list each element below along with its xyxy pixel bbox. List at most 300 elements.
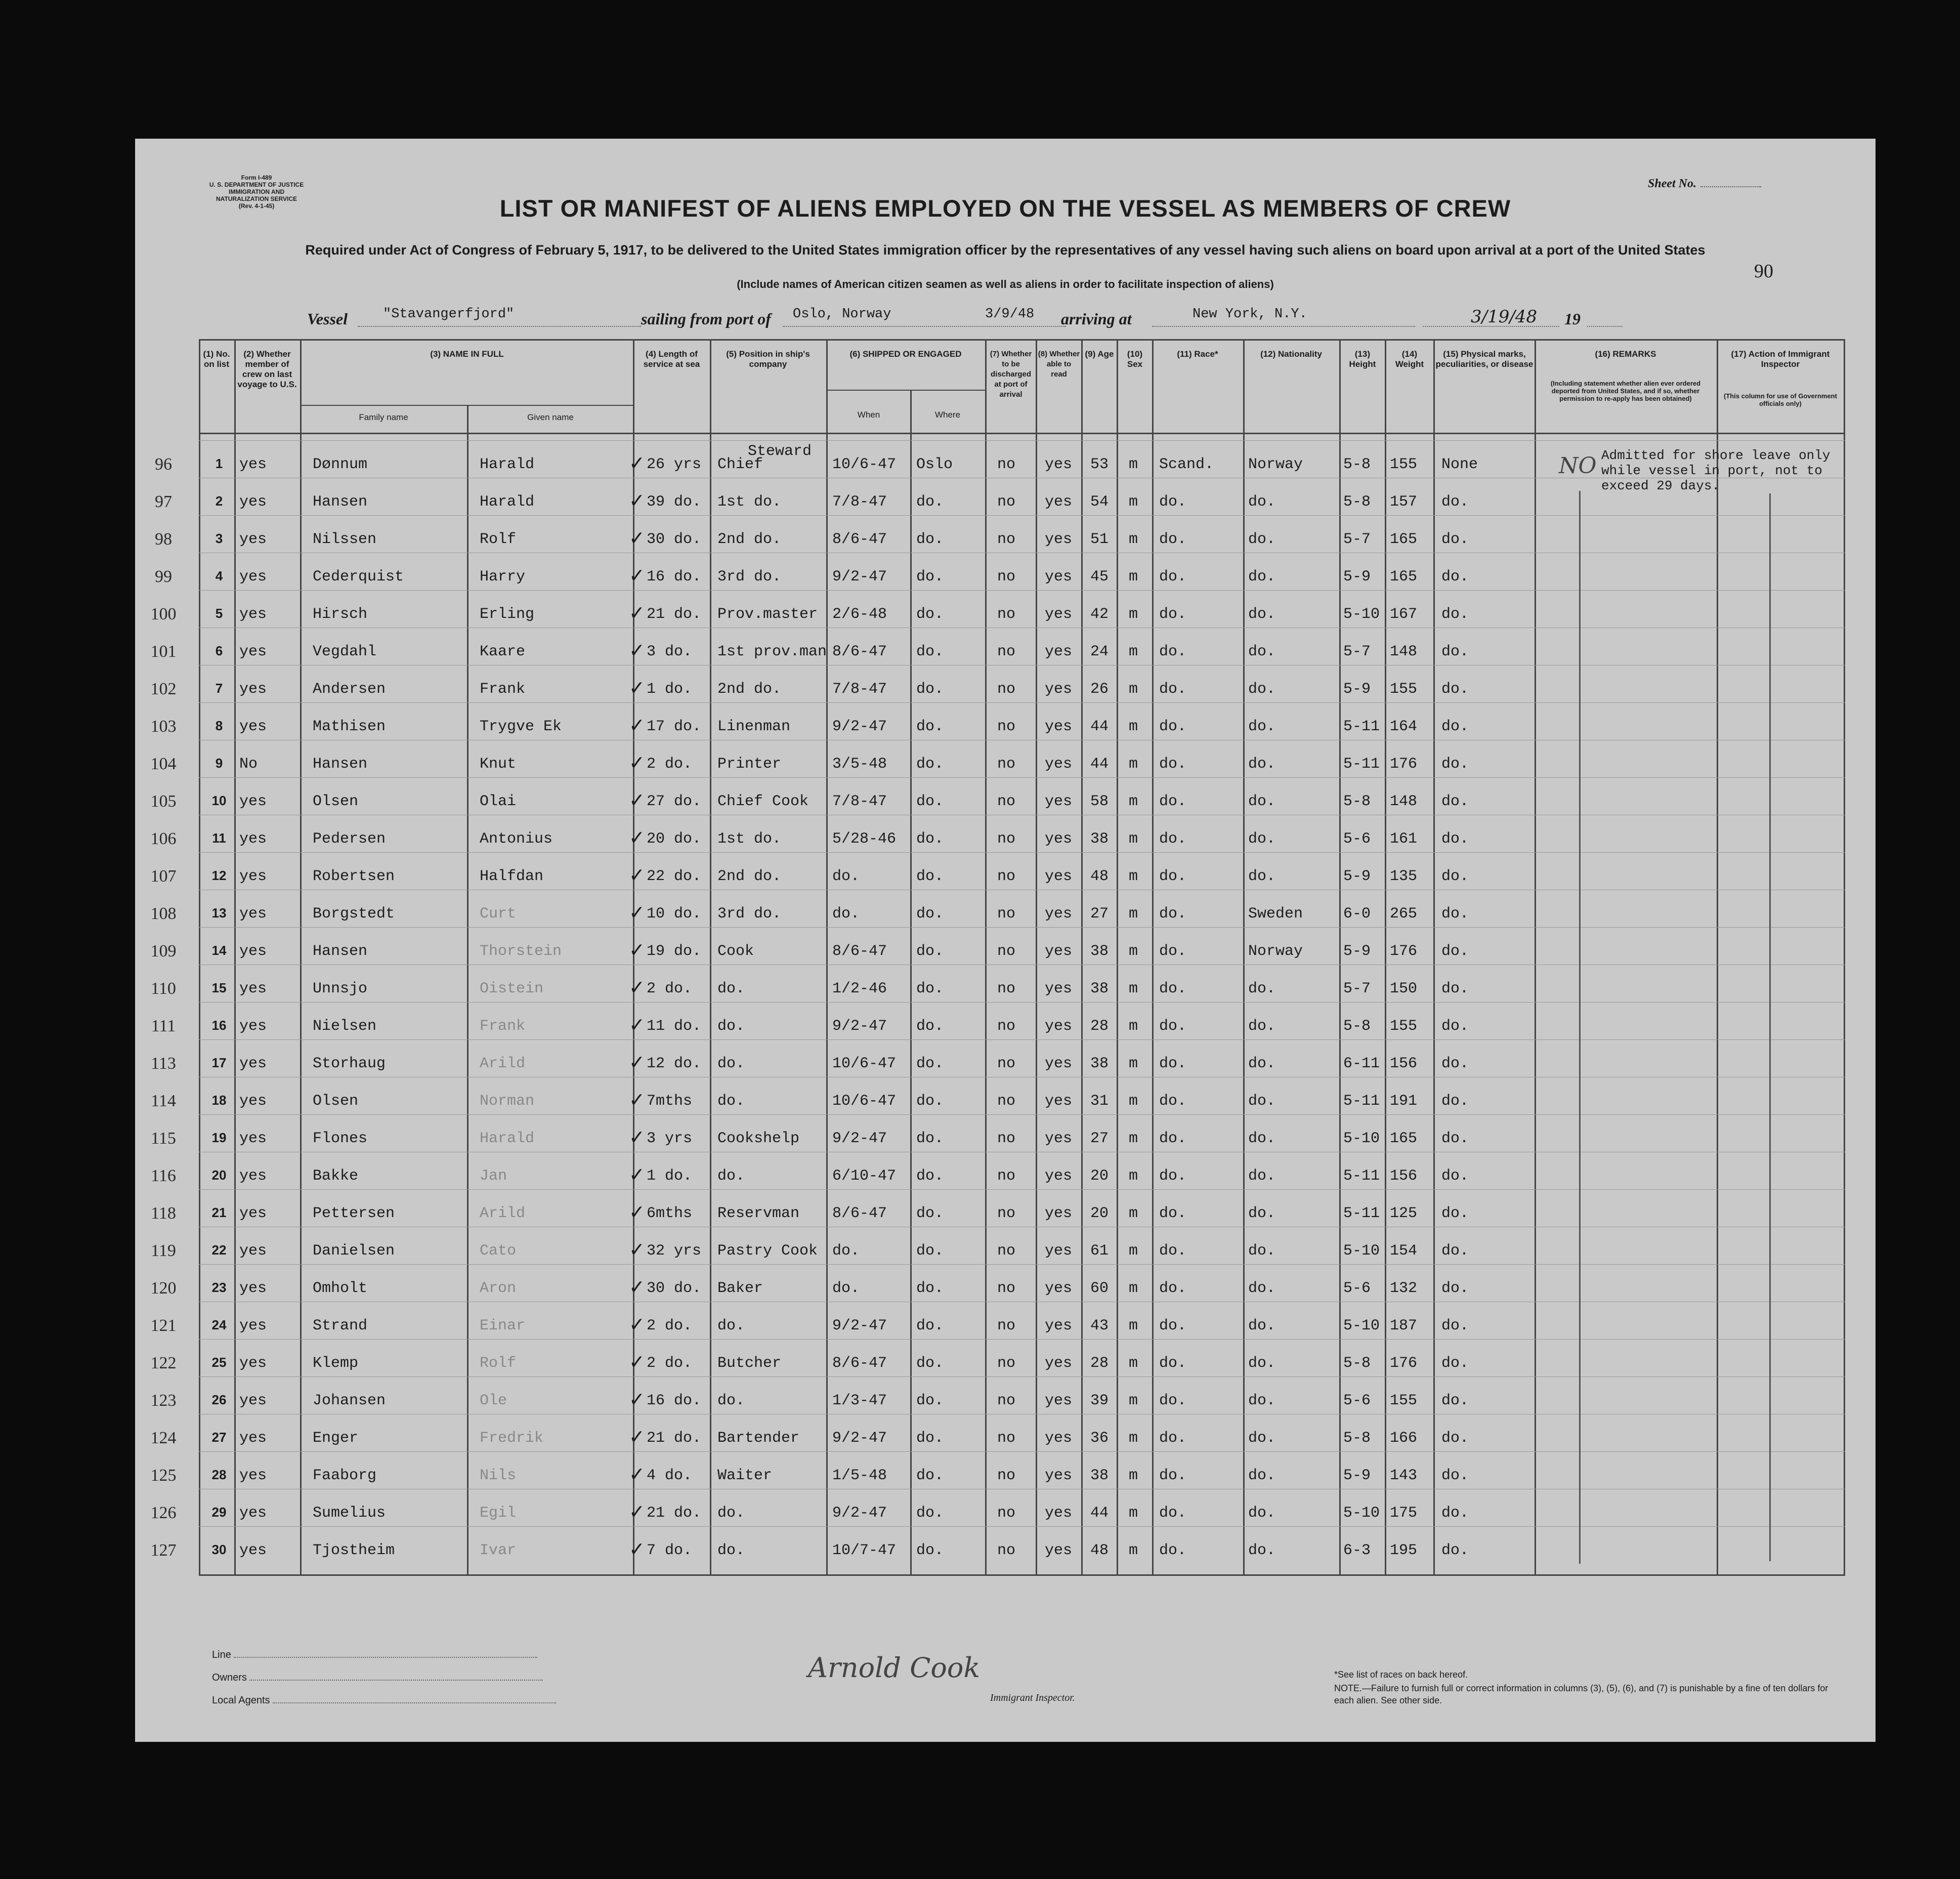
discharged-cell: no: [997, 718, 1016, 735]
given-name-cell: Kaare: [480, 643, 526, 660]
prev-voyage-cell: yes: [239, 905, 267, 923]
weight-cell: 156: [1390, 1167, 1418, 1185]
shipped-when-cell: 9/2-47: [832, 1018, 887, 1035]
table-row: [150, 1489, 1845, 1526]
service-length-cell: 2 do.: [647, 756, 693, 773]
sailing-label: sailing from port of: [641, 310, 771, 328]
position-cell: Chief Cook: [717, 793, 809, 810]
prev-voyage-cell: yes: [239, 681, 267, 698]
age-cell: 27: [1090, 905, 1109, 923]
row-number: 13: [211, 905, 227, 921]
sex-cell: m: [1129, 830, 1138, 848]
height-cell: 5-11: [1343, 1205, 1380, 1222]
row-number: 2: [215, 493, 223, 509]
table-row: [150, 1376, 1845, 1414]
shipped-where-cell: do.: [916, 1392, 944, 1409]
able-to-read-cell: yes: [1045, 718, 1073, 735]
discharged-cell: no: [997, 943, 1016, 960]
row-number: 25: [211, 1355, 227, 1370]
row-number: 29: [211, 1505, 227, 1520]
shipped-when-cell: 8/6-47: [832, 943, 887, 960]
shipped-where-cell: do.: [916, 493, 944, 511]
given-name-cell: Harry: [480, 568, 526, 586]
given-name-cell: Jan: [480, 1167, 507, 1185]
race-cell: do.: [1159, 793, 1187, 810]
shipped-where-cell: do.: [916, 1542, 944, 1559]
weight-cell: 195: [1390, 1542, 1418, 1559]
weight-cell: 167: [1390, 606, 1418, 623]
service-length-cell: 20 do.: [647, 830, 702, 848]
line-number: 120: [150, 1279, 177, 1298]
sex-cell: m: [1129, 1055, 1138, 1072]
shipped-where-cell: do.: [916, 1018, 944, 1035]
prev-voyage-cell: yes: [239, 1130, 267, 1147]
given-name-cell: Cato: [480, 1242, 517, 1260]
discharged-cell: no: [997, 531, 1016, 548]
physical-marks-cell: do.: [1441, 568, 1469, 586]
service-length-cell: 21 do.: [647, 606, 702, 623]
family-name-cell: Flones: [313, 1130, 368, 1147]
row-number: 15: [211, 980, 227, 995]
prev-voyage-cell: yes: [239, 1018, 267, 1035]
given-name-cell: Nils: [480, 1467, 517, 1484]
physical-marks-cell: do.: [1441, 681, 1469, 698]
physical-marks-cell: do.: [1441, 793, 1469, 810]
document-title: LIST OR MANIFEST OF ALIENS EMPLOYED ON THE VESSEL AS MEMBERS OF CREW: [499, 195, 1511, 222]
checkmark-icon: ✓: [629, 1313, 645, 1335]
weight-cell: 175: [1390, 1505, 1418, 1522]
height-cell: 5-9: [1343, 1467, 1371, 1484]
service-length-cell: 4 do.: [647, 1467, 693, 1484]
age-cell: 48: [1090, 868, 1109, 885]
position-cell: Waiter: [717, 1467, 773, 1484]
header-inspector-note: (This column for use of Government officials only): [1724, 392, 1837, 407]
row-number: 21: [211, 1205, 227, 1220]
document-subnote: (Include names of American citizen seamen as well as aliens in order to facilitate inspection of aliens): [737, 278, 1274, 290]
form-number: Form I-489: [241, 174, 272, 181]
shipped-when-cell: 7/8-47: [832, 793, 887, 810]
age-cell: 42: [1090, 606, 1109, 623]
header-age: (9) Age: [1085, 349, 1114, 359]
checkmark-icon: ✓: [629, 901, 645, 924]
height-cell: 5-10: [1343, 606, 1380, 623]
sex-cell: m: [1129, 456, 1138, 473]
table-row: [150, 777, 1845, 815]
given-name-cell: Norman: [480, 1093, 535, 1110]
race-cell: do.: [1159, 606, 1187, 623]
checkmark-icon: ✓: [629, 1351, 645, 1373]
physical-marks-cell: do.: [1441, 1355, 1469, 1372]
given-name-cell: Harald: [480, 493, 535, 511]
discharged-cell: no: [997, 868, 1016, 885]
family-name-cell: Danielsen: [313, 1242, 395, 1260]
discharged-cell: no: [997, 681, 1016, 698]
family-name-cell: Sumelius: [313, 1505, 386, 1522]
sheet-number-label: Sheet No.: [1648, 177, 1696, 190]
sex-cell: m: [1129, 943, 1138, 960]
sex-cell: m: [1129, 1467, 1138, 1484]
line-number: 116: [151, 1166, 176, 1185]
line-number: 98: [155, 530, 172, 549]
age-cell: 58: [1090, 793, 1109, 810]
shipped-when-cell: 8/6-47: [832, 1205, 887, 1222]
discharged-cell: no: [997, 1167, 1016, 1185]
family-name-cell: Enger: [313, 1430, 359, 1447]
line-number: 107: [150, 867, 177, 886]
sex-cell: m: [1129, 980, 1138, 997]
sex-cell: m: [1129, 1355, 1138, 1372]
discharged-cell: no: [997, 1055, 1016, 1072]
discharged-cell: no: [997, 1392, 1016, 1409]
race-cell: do.: [1159, 1130, 1187, 1147]
nationality-cell: do.: [1248, 1130, 1276, 1147]
position-cell: do.: [717, 1505, 745, 1522]
checkmark-icon: ✓: [629, 789, 645, 811]
nationality-cell: do.: [1248, 1242, 1276, 1260]
sex-cell: m: [1129, 1018, 1138, 1035]
document-subtitle: Required under Act of Congress of February 5, 1917, to be delivered to the United States immigration officer by the representatives of any vessel having such aliens on board upon arrival at a port of the United States: [305, 242, 1706, 258]
able-to-read-cell: yes: [1045, 1280, 1073, 1297]
header-able-to-read: (8) Whether able to read: [1038, 350, 1080, 379]
race-cell: do.: [1159, 1542, 1187, 1559]
able-to-read-cell: yes: [1045, 681, 1073, 698]
position-cell: 1st do.: [717, 493, 782, 511]
discharged-cell: no: [997, 756, 1016, 773]
prev-voyage-cell: yes: [239, 1205, 267, 1222]
nationality-cell: do.: [1248, 606, 1276, 623]
checkmark-icon: ✓: [629, 939, 645, 961]
given-name-cell: Antonius: [480, 830, 553, 848]
given-name-cell: Thorstein: [480, 943, 562, 960]
shipped-where-cell: do.: [916, 1430, 944, 1447]
discharged-cell: no: [997, 1280, 1016, 1297]
service-length-cell: 6mths: [647, 1205, 693, 1222]
race-cell: do.: [1159, 493, 1187, 511]
line-number: 115: [151, 1129, 176, 1148]
able-to-read-cell: yes: [1045, 1167, 1073, 1185]
given-name-cell: Frank: [480, 681, 526, 698]
family-name-cell: Pettersen: [313, 1205, 395, 1222]
physical-marks-cell: do.: [1441, 1467, 1469, 1484]
age-cell: 44: [1090, 756, 1109, 773]
table-row: [151, 1189, 1845, 1227]
physical-marks-cell: do.: [1441, 1130, 1469, 1147]
age-cell: 38: [1090, 1467, 1109, 1484]
position-cell: Linenman: [717, 718, 791, 735]
height-cell: 5-11: [1343, 718, 1380, 735]
service-length-cell: 32 yrs: [647, 1242, 702, 1260]
age-cell: 20: [1090, 1167, 1109, 1185]
discharged-cell: no: [997, 1542, 1016, 1559]
position-cell: do.: [717, 1167, 745, 1185]
nationality-cell: do.: [1248, 868, 1276, 885]
shipped-where-cell: do.: [916, 606, 944, 623]
weight-cell: 155: [1390, 456, 1418, 473]
physical-marks-cell: do.: [1441, 980, 1469, 997]
height-cell: 5-7: [1343, 531, 1371, 548]
family-name-cell: Tjostheim: [313, 1542, 395, 1559]
shipped-when-cell: 9/2-47: [832, 718, 887, 735]
service-length-cell: 7mths: [647, 1093, 693, 1110]
age-cell: 28: [1090, 1355, 1109, 1372]
form-service: IMMIGRATION AND NATURALIZATION SERVICE: [216, 188, 297, 202]
sex-cell: m: [1129, 568, 1138, 586]
given-name-cell: Knut: [480, 756, 517, 773]
line-number: 100: [150, 605, 177, 623]
height-cell: 5-11: [1343, 1167, 1380, 1185]
able-to-read-cell: yes: [1045, 980, 1073, 997]
line-number: 105: [150, 792, 177, 811]
shipped-when-cell: 9/2-47: [832, 1130, 887, 1147]
position-cell: Cook: [717, 943, 754, 960]
race-cell: do.: [1159, 868, 1187, 885]
family-name-cell: Hirsch: [313, 606, 368, 623]
race-cell: do.: [1159, 980, 1187, 997]
footer-owners-label: Owners: [212, 1672, 247, 1683]
shipped-where-cell: do.: [916, 531, 944, 548]
discharged-cell: no: [997, 1205, 1016, 1222]
row-number: 1: [215, 456, 223, 471]
prev-voyage-cell: yes: [239, 531, 267, 548]
sex-cell: m: [1129, 1093, 1138, 1110]
height-cell: 5-10: [1343, 1242, 1380, 1260]
weight-cell: 156: [1390, 1055, 1418, 1072]
height-cell: 5-8: [1343, 493, 1371, 511]
family-name-cell: Olsen: [313, 793, 359, 810]
table-row: [151, 1002, 1845, 1039]
sailing-port: Oslo, Norway: [793, 307, 891, 322]
physical-marks-cell: do.: [1441, 905, 1469, 923]
arrival-date: 3/19/48: [1471, 307, 1538, 327]
family-name-cell: Cederquist: [313, 568, 404, 586]
race-cell: do.: [1159, 1280, 1187, 1297]
family-name-cell: Robertsen: [313, 868, 395, 885]
age-cell: 26: [1090, 681, 1109, 698]
line-number: 124: [150, 1429, 177, 1447]
prev-voyage-cell: yes: [239, 943, 267, 960]
row-number: 7: [215, 681, 223, 696]
table-row: [151, 1039, 1845, 1077]
family-name-cell: Olsen: [313, 1093, 359, 1110]
arriving-label: arriving at: [1061, 310, 1132, 328]
shipped-when-cell: 8/6-47: [832, 531, 887, 548]
checkmark-icon: ✓: [629, 976, 645, 998]
sex-cell: m: [1129, 1317, 1138, 1334]
table-row: [151, 1152, 1845, 1189]
physical-marks-cell: do.: [1441, 756, 1469, 773]
able-to-read-cell: yes: [1045, 606, 1073, 623]
age-cell: 38: [1090, 830, 1109, 848]
sex-cell: m: [1129, 1505, 1138, 1522]
age-cell: 53: [1090, 456, 1109, 473]
prev-voyage-cell: yes: [239, 1467, 267, 1484]
given-name-cell: Arild: [480, 1205, 526, 1222]
vessel-label: Vessel: [307, 310, 348, 328]
position-cell: 2nd do.: [717, 531, 782, 548]
age-cell: 45: [1090, 568, 1109, 586]
header-remarks-note: (Including statement whether alien ever ordered deported from United States, and if so, whether permission to re-apply has been obtained): [1550, 380, 1701, 402]
given-name-cell: Einar: [480, 1317, 526, 1334]
footer-agents-label: Local Agents: [212, 1695, 270, 1706]
row-number: 22: [211, 1242, 227, 1258]
table-row: [150, 1264, 1845, 1302]
weight-cell: 135: [1390, 868, 1418, 885]
height-cell: 5-10: [1343, 1130, 1380, 1147]
header-no-on-list: (1) No. on list: [203, 349, 230, 369]
race-cell: do.: [1159, 531, 1187, 548]
shipped-when-cell: 8/6-47: [832, 643, 887, 660]
sex-cell: m: [1129, 756, 1138, 773]
physical-marks-cell: do.: [1441, 606, 1469, 623]
table-row: [151, 1114, 1845, 1152]
discharged-cell: no: [997, 643, 1016, 660]
able-to-read-cell: yes: [1045, 1093, 1073, 1110]
service-length-cell: 2 do.: [647, 980, 693, 997]
family-name-cell: Vegdahl: [313, 643, 377, 660]
service-length-cell: 27 do.: [647, 793, 702, 810]
position-note: Steward: [748, 443, 812, 460]
checkmark-icon: ✓: [629, 564, 645, 587]
prev-voyage-cell: yes: [239, 830, 267, 848]
row-number: 30: [211, 1542, 227, 1557]
table-row: [150, 1339, 1845, 1376]
discharged-cell: no: [997, 1505, 1016, 1522]
weight-cell: 265: [1390, 905, 1418, 923]
checkmark-icon: ✓: [629, 1276, 645, 1298]
service-length-cell: 2 do.: [647, 1317, 693, 1334]
form-revision: (Rev. 4-1-45): [238, 202, 275, 210]
weight-cell: 164: [1390, 718, 1418, 735]
nationality-cell: do.: [1248, 980, 1276, 997]
discharged-cell: no: [997, 905, 1016, 923]
row-number: 27: [211, 1430, 227, 1445]
weight-cell: 155: [1390, 1392, 1418, 1409]
table-row: [150, 665, 1845, 702]
height-cell: 5-7: [1343, 643, 1371, 660]
header-service-length: (4) Length of service at sea: [643, 349, 700, 369]
prev-voyage-cell: yes: [239, 493, 267, 511]
header-shipped: (6) SHIPPED OR ENGAGED: [849, 349, 962, 359]
weight-cell: 157: [1390, 493, 1418, 511]
shipped-where-cell: do.: [916, 681, 944, 698]
physical-marks-cell: do.: [1441, 718, 1469, 735]
shipped-when-cell: 1/3-47: [832, 1392, 887, 1409]
sheet-number: [1648, 177, 1761, 191]
given-name-cell: Olai: [480, 793, 517, 810]
race-cell: do.: [1159, 1167, 1187, 1185]
line-number: 96: [155, 455, 172, 474]
height-cell: 5-8: [1343, 1018, 1371, 1035]
sex-cell: m: [1129, 868, 1138, 885]
age-cell: 44: [1090, 718, 1109, 735]
weight-cell: 155: [1390, 1018, 1418, 1035]
able-to-read-cell: yes: [1045, 1130, 1073, 1147]
crew-table: [150, 339, 1845, 1575]
physical-marks-cell: do.: [1441, 1093, 1469, 1110]
weight-cell: 165: [1390, 568, 1418, 586]
table-row: [150, 1414, 1845, 1451]
line-number: 118: [151, 1204, 176, 1223]
position-cell: do.: [717, 1317, 745, 1334]
family-name-cell: Nielsen: [313, 1018, 377, 1035]
header-given-name: Given name: [527, 412, 574, 422]
line-number: 111: [151, 1017, 176, 1035]
prev-voyage-cell: yes: [239, 793, 267, 810]
nationality-cell: do.: [1248, 681, 1276, 698]
header-sex: (10) Sex: [1127, 349, 1143, 369]
remarks-ditto-line: [1579, 491, 1581, 1564]
sex-cell: m: [1129, 1430, 1138, 1447]
service-length-cell: 21 do.: [647, 1430, 702, 1447]
weight-cell: 165: [1390, 531, 1418, 548]
table-row: [150, 852, 1845, 890]
checkmark-icon: ✓: [629, 639, 645, 661]
given-name-cell: Oistein: [480, 980, 544, 997]
prev-voyage-cell: yes: [239, 1430, 267, 1447]
discharged-cell: no: [997, 1242, 1016, 1260]
nationality-cell: do.: [1248, 1093, 1276, 1110]
row-number: 28: [211, 1467, 227, 1482]
given-name-cell: Frank: [480, 1018, 526, 1035]
family-name-cell: Pedersen: [313, 830, 386, 848]
nationality-cell: do.: [1248, 1392, 1276, 1409]
shipped-when-cell: 2/6-48: [832, 606, 887, 623]
checkmark-icon: ✓: [629, 527, 645, 549]
table-row: [150, 1302, 1845, 1339]
shipped-where-cell: do.: [916, 1505, 944, 1522]
nationality-cell: do.: [1248, 756, 1276, 773]
header-name-in-full: (3) NAME IN FULL: [430, 349, 504, 359]
position-cell: Printer: [717, 756, 782, 773]
physical-marks-cell: do.: [1441, 1317, 1469, 1334]
family-name-cell: Strand: [313, 1317, 368, 1334]
family-name-cell: Unnsjo: [313, 980, 368, 997]
shipped-where-cell: do.: [916, 568, 944, 586]
remarks-text: Admitted for shore leave only while vessel in port, not to exceed 29 days.: [1601, 448, 1830, 493]
service-length-cell: 12 do.: [647, 1055, 702, 1072]
checkmark-icon: ✓: [629, 489, 645, 512]
discharged-cell: no: [997, 1355, 1016, 1372]
shipped-when-cell: 3/5-48: [832, 756, 887, 773]
position-cell: 1st do.: [717, 830, 782, 848]
physical-marks-cell: do.: [1441, 643, 1469, 660]
header-remarks: (16) REMARKS: [1595, 349, 1656, 359]
race-cell: do.: [1159, 1505, 1187, 1522]
service-length-cell: 1 do.: [647, 681, 693, 698]
header-family-name: Family name: [359, 412, 408, 422]
line-number: 106: [150, 829, 177, 848]
race-cell: do.: [1159, 1317, 1187, 1334]
service-length-cell: 21 do.: [647, 1505, 702, 1522]
given-name-cell: Erling: [480, 606, 535, 623]
shipped-when-cell: 7/8-47: [832, 681, 887, 698]
line-number: 125: [150, 1466, 177, 1485]
sex-cell: m: [1129, 1392, 1138, 1409]
able-to-read-cell: yes: [1045, 756, 1073, 773]
position-cell: Baker: [717, 1280, 763, 1297]
sex-cell: m: [1129, 643, 1138, 660]
header-height: (13) Height: [1349, 349, 1376, 369]
nationality-cell: Norway: [1248, 943, 1303, 960]
line-number: 101: [150, 642, 177, 661]
position-cell: Bartender: [717, 1430, 800, 1447]
row-number: 4: [215, 568, 223, 583]
prev-voyage-cell: yes: [239, 1242, 267, 1260]
service-length-cell: 30 do.: [647, 1280, 702, 1297]
remarks-mark: NO: [1559, 453, 1597, 479]
row-number: 20: [211, 1167, 227, 1183]
header-position: (5) Position in ship's company: [726, 349, 810, 369]
